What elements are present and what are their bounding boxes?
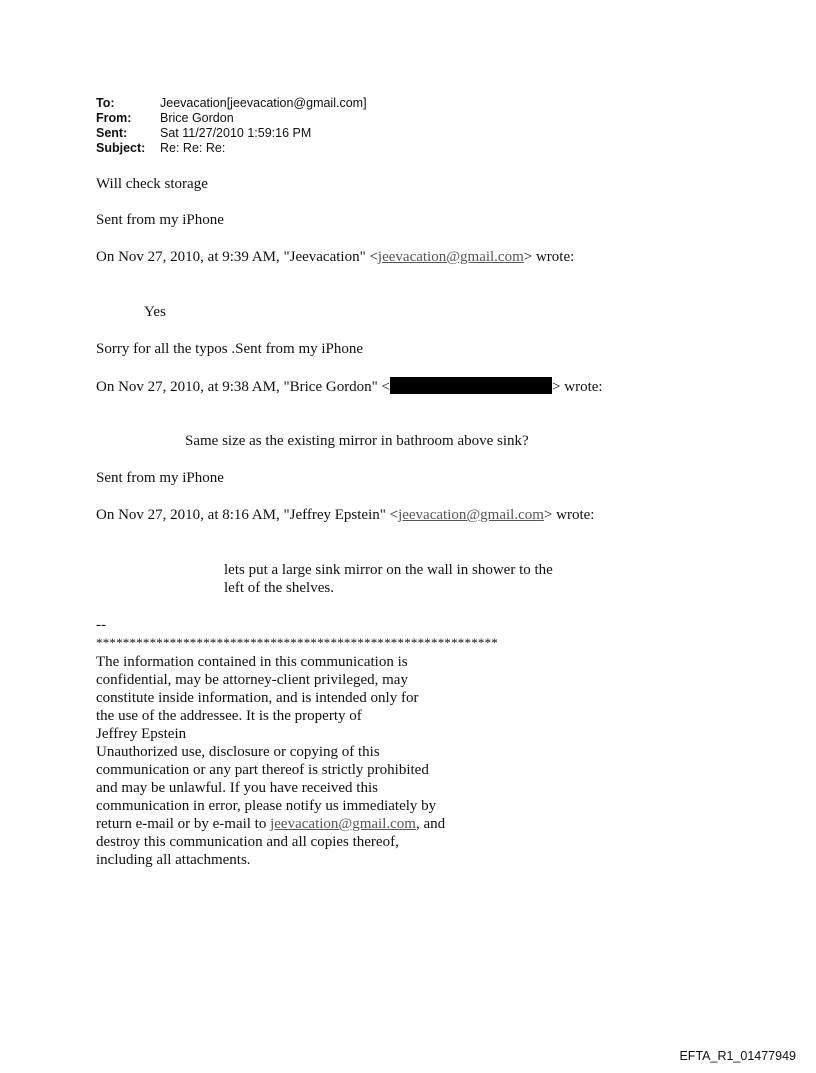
quote1-email-link[interactable]: jeevacation@gmail.com bbox=[377, 249, 524, 265]
signature-1: Sent from my iPhone bbox=[96, 212, 224, 228]
disclaimer-line: Jeffrey Epstein bbox=[96, 726, 187, 742]
disclaimer-dashes: -- bbox=[96, 617, 106, 633]
disclaimer-line: destroy this communication and all copies thereof, bbox=[96, 834, 399, 850]
instruction-line-1: lets put a large sink mirror on the wall in shower to the bbox=[224, 562, 553, 578]
return-suffix: , and bbox=[415, 816, 446, 832]
disclaimer-line: communication in error, please notify us immediately by bbox=[96, 798, 437, 814]
quote2-suffix: > wrote: bbox=[552, 379, 603, 395]
subject-value: Re: Re: Re: bbox=[160, 141, 226, 155]
disclaimer-line: The information contained in this communication is bbox=[96, 654, 408, 670]
document-id: EFTA_R1_01477949 bbox=[679, 1049, 796, 1063]
disclaimer-stars: ************************************************************ bbox=[96, 635, 498, 650]
disclaimer-email-link[interactable]: jeevacation@gmail.com bbox=[270, 816, 416, 832]
subject-label: Subject: bbox=[96, 141, 146, 155]
reply-yes: Yes bbox=[144, 304, 166, 320]
disclaimer-line: communication or any part thereof is strictly prohibited bbox=[96, 762, 429, 778]
disclaimer-line: Unauthorized use, disclosure or copying of this bbox=[96, 744, 380, 760]
from-row bbox=[96, 111, 367, 126]
quote-header-2 bbox=[96, 377, 603, 396]
disclaimer-line: the use of the addressee. It is the property of bbox=[96, 708, 362, 724]
quote3-suffix: > wrote: bbox=[543, 507, 595, 523]
sent-value: Sat 11/27/2010 1:59:16 PM bbox=[160, 126, 312, 140]
instruction-line-2: left of the shelves. bbox=[224, 580, 334, 596]
return-prefix: return e-mail or by e-mail to bbox=[96, 816, 271, 832]
disclaimer-text bbox=[96, 653, 445, 869]
to-label: To: bbox=[96, 96, 115, 110]
disclaimer-line: constitute inside information, and is intended only for bbox=[96, 690, 419, 706]
quote1-suffix: > wrote: bbox=[523, 249, 575, 265]
quote1-prefix: On Nov 27, 2010, at 9:39 AM, "Jeevacation" < bbox=[96, 249, 378, 265]
signature-2: Sent from my iPhone bbox=[96, 470, 224, 486]
disclaimer-line: confidential, may be attorney-client privileged, may bbox=[96, 672, 408, 688]
quote2-prefix: On Nov 27, 2010, at 9:38 AM, "Brice Gordon" < bbox=[96, 379, 391, 395]
disclaimer-line: and may be unlawful. If you have received this bbox=[96, 780, 378, 796]
typos-line: Sorry for all the typos .Sent from my iPhone bbox=[96, 341, 364, 357]
reply-text: Will check storage bbox=[96, 176, 208, 192]
quote-header-3 bbox=[96, 506, 594, 524]
disclaimer-return-line bbox=[96, 815, 445, 833]
email-header bbox=[96, 96, 367, 156]
mirror-question: Same size as the existing mirror in bathroom above sink? bbox=[185, 433, 529, 449]
to-value: Jeevacation[jeevacation@gmail.com] bbox=[160, 96, 367, 110]
disclaimer-line: including all attachments. bbox=[96, 852, 251, 868]
redaction-box bbox=[390, 377, 552, 394]
to-row bbox=[96, 96, 367, 111]
sent-label: Sent: bbox=[96, 126, 128, 140]
quote3-email-link[interactable]: jeevacation@gmail.com bbox=[398, 507, 544, 523]
quote3-prefix: On Nov 27, 2010, at 8:16 AM, "Jeffrey Epstein" < bbox=[96, 507, 399, 523]
from-label: From: bbox=[96, 111, 132, 125]
subject-row bbox=[96, 141, 367, 156]
quote-header-1 bbox=[96, 248, 574, 266]
from-value: Brice Gordon bbox=[160, 111, 234, 125]
sent-row bbox=[96, 126, 367, 141]
